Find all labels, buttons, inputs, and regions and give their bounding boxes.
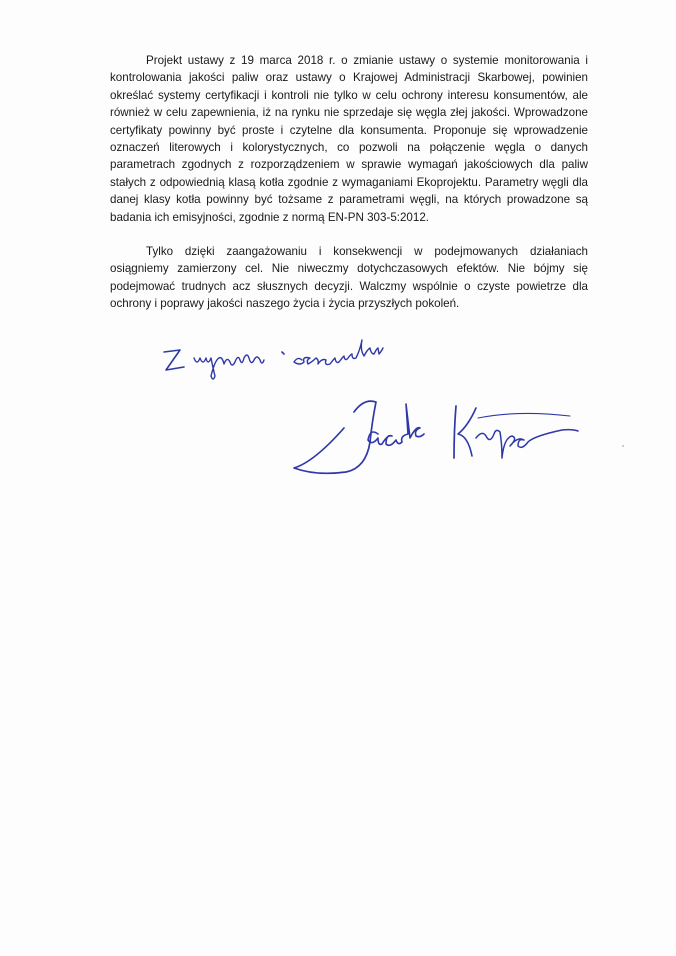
handwritten-closing (160, 330, 420, 390)
letter-body (110, 52, 588, 313)
letter-paragraph-1: Projekt ustawy z 19 marca 2018 r. o zmianie ustawy o systemie monitorowania i kontrolowania jakości paliw oraz ustawy o Krajowej Administracji Skarbowej, powinien określać systemy certyfikacji i kontroli nie tylko w celu ochrony interesu konsumentów, ale również w celu zapewnienia, iż na rynku nie sprzedaje się węgla złej jakości. Wprowadzone certyfikaty powinny być proste i czytelne dla konsumenta. Proponuje się wprowadzenie oznaczeń literowych i kolorystycznych, co pozwoli na połączenie węgla o danych parametrach zgodnych z rozporządzeniem w sprawie wymagań jakościowych dla paliw stałych z odpowiednią klasą kotła zgodnie z wymaganiami Ekoprojektu. Parametry węgli dla danej klasy kotła powinny być tożsame z parametrami węgli, na których prowadzone są badania ich emisyjności, zgodnie z normą EN-PN 303-5:2012. (110, 54, 588, 224)
letter-paragraph-2: Tylko dzięki zaangażowaniu i konsekwencji w podejmowanych działaniach osiągniemy zamierzony cel. Nie niweczmy dotychczasowych efektów. Nie bójmy się podejmować trudnych acz słusznych decyzji. Walczmy wspólnie o czyste powietrze dla ochrony i poprawy jakości naszego życia i życia przyszłych pokoleń. (110, 245, 588, 311)
handwritten-signature (290, 390, 580, 500)
scan-speck (622, 445, 624, 447)
